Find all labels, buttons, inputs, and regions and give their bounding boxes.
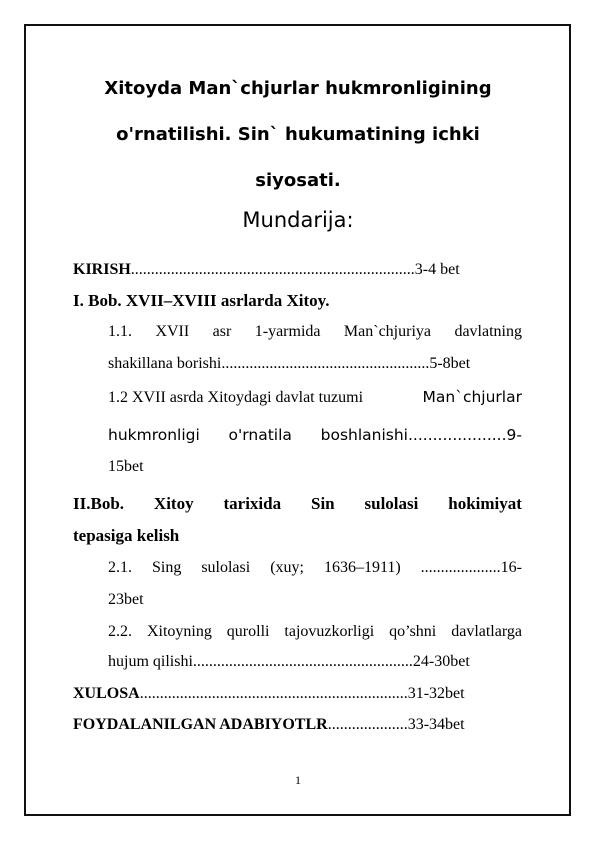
title-line-2: o'rnatilishi. Sin` hukumatining ichki bbox=[116, 124, 480, 145]
toc-section-1-2-line-3: 15bet bbox=[108, 458, 144, 475]
ch2-word: sulolasi bbox=[364, 494, 419, 513]
document-title bbox=[60, 66, 536, 204]
toc-section-2-2-line-2: hujum qilishi.......................................................24-30bet bbox=[108, 653, 470, 670]
s21-word: 1636–1911) bbox=[323, 559, 401, 576]
toc-kirish-label: KIRISH bbox=[73, 261, 131, 278]
toc-chapter-2-line-1 bbox=[73, 494, 522, 514]
ch2-word: tarixida bbox=[223, 494, 282, 513]
s12-sans-text: Man`chjurlar bbox=[422, 388, 522, 406]
s21-word: Sing bbox=[151, 559, 182, 576]
s11-word: 1-yarmida bbox=[254, 323, 321, 340]
toc-xulosa-dots: ................................................................... bbox=[139, 685, 408, 702]
s11-word: davlatning bbox=[454, 323, 522, 340]
toc-section-1-1-line-2: shakillana borishi....................................................5-8bet bbox=[108, 355, 471, 372]
toc-kirish-dots: ....................................................................... bbox=[130, 261, 415, 278]
s21-word: 2.1. bbox=[108, 559, 132, 576]
s12-word: hukmronligi bbox=[108, 426, 200, 444]
toc-section-2-2-line-1: 2.2. Xitoyning qurolli tajovuzkorligi qo’shni davlatlarga bbox=[108, 623, 522, 640]
toc-chapter-2-line-2: tepasiga kelish bbox=[73, 526, 180, 545]
s21-word: sulolasi bbox=[201, 559, 251, 576]
toc-adabiyot-pages: 33-34bet bbox=[407, 716, 465, 733]
s12-serif-text: 1.2 XVII asrda Xitoydagi davlat tuzumi bbox=[108, 389, 364, 406]
page-number: 1 bbox=[295, 773, 301, 787]
toc-adabiyot-dots: .................... bbox=[327, 716, 408, 733]
s21-word: ....................16- bbox=[420, 559, 522, 576]
toc-section-1-1-line-1 bbox=[108, 323, 522, 341]
ch2-word: hokimiyat bbox=[448, 494, 522, 513]
s21-word: (xuy; bbox=[270, 559, 304, 576]
toc-section-1-2-line-2 bbox=[108, 426, 522, 445]
toc-xulosa-label: XULOSA bbox=[73, 685, 140, 702]
s11-word: asr bbox=[212, 323, 232, 340]
ch2-word: II.Bob. bbox=[73, 494, 125, 513]
s12-word: o'rnatila bbox=[228, 426, 292, 444]
ch2-word: Xitoy bbox=[153, 494, 194, 513]
toc-chapter-1: I. Bob. XVII–XVIII asrlarda Xitoy. bbox=[73, 291, 330, 310]
toc-heading: Mundarija: bbox=[242, 208, 354, 232]
ch2-word: Sin bbox=[310, 494, 335, 513]
toc-entry-xulosa bbox=[73, 685, 465, 703]
toc-section-2-1-line-2: 23bet bbox=[108, 591, 144, 608]
toc-entry-kirish bbox=[73, 261, 460, 279]
toc-adabiyot-label: FOYDALANILGAN ADABIYOTLR bbox=[73, 716, 328, 733]
toc-entry-adabiyot bbox=[73, 716, 465, 734]
toc-kirish-pages: 3-4 bet bbox=[414, 261, 460, 278]
s12-word: boshlanishi....................9- bbox=[320, 426, 522, 444]
s11-word: XVII bbox=[155, 323, 190, 340]
toc-section-2-1-line-1 bbox=[108, 559, 522, 577]
toc-xulosa-pages: 31-32bet bbox=[407, 685, 465, 702]
s11-word: Man`chjuriya bbox=[343, 323, 431, 340]
title-line-3: siyosati. bbox=[255, 170, 341, 191]
title-line-1: Xitoyda Man`chjurlar hukmronligining bbox=[104, 78, 492, 99]
toc-section-1-2-line-1 bbox=[108, 388, 522, 407]
s11-word: 1.1. bbox=[108, 323, 132, 340]
